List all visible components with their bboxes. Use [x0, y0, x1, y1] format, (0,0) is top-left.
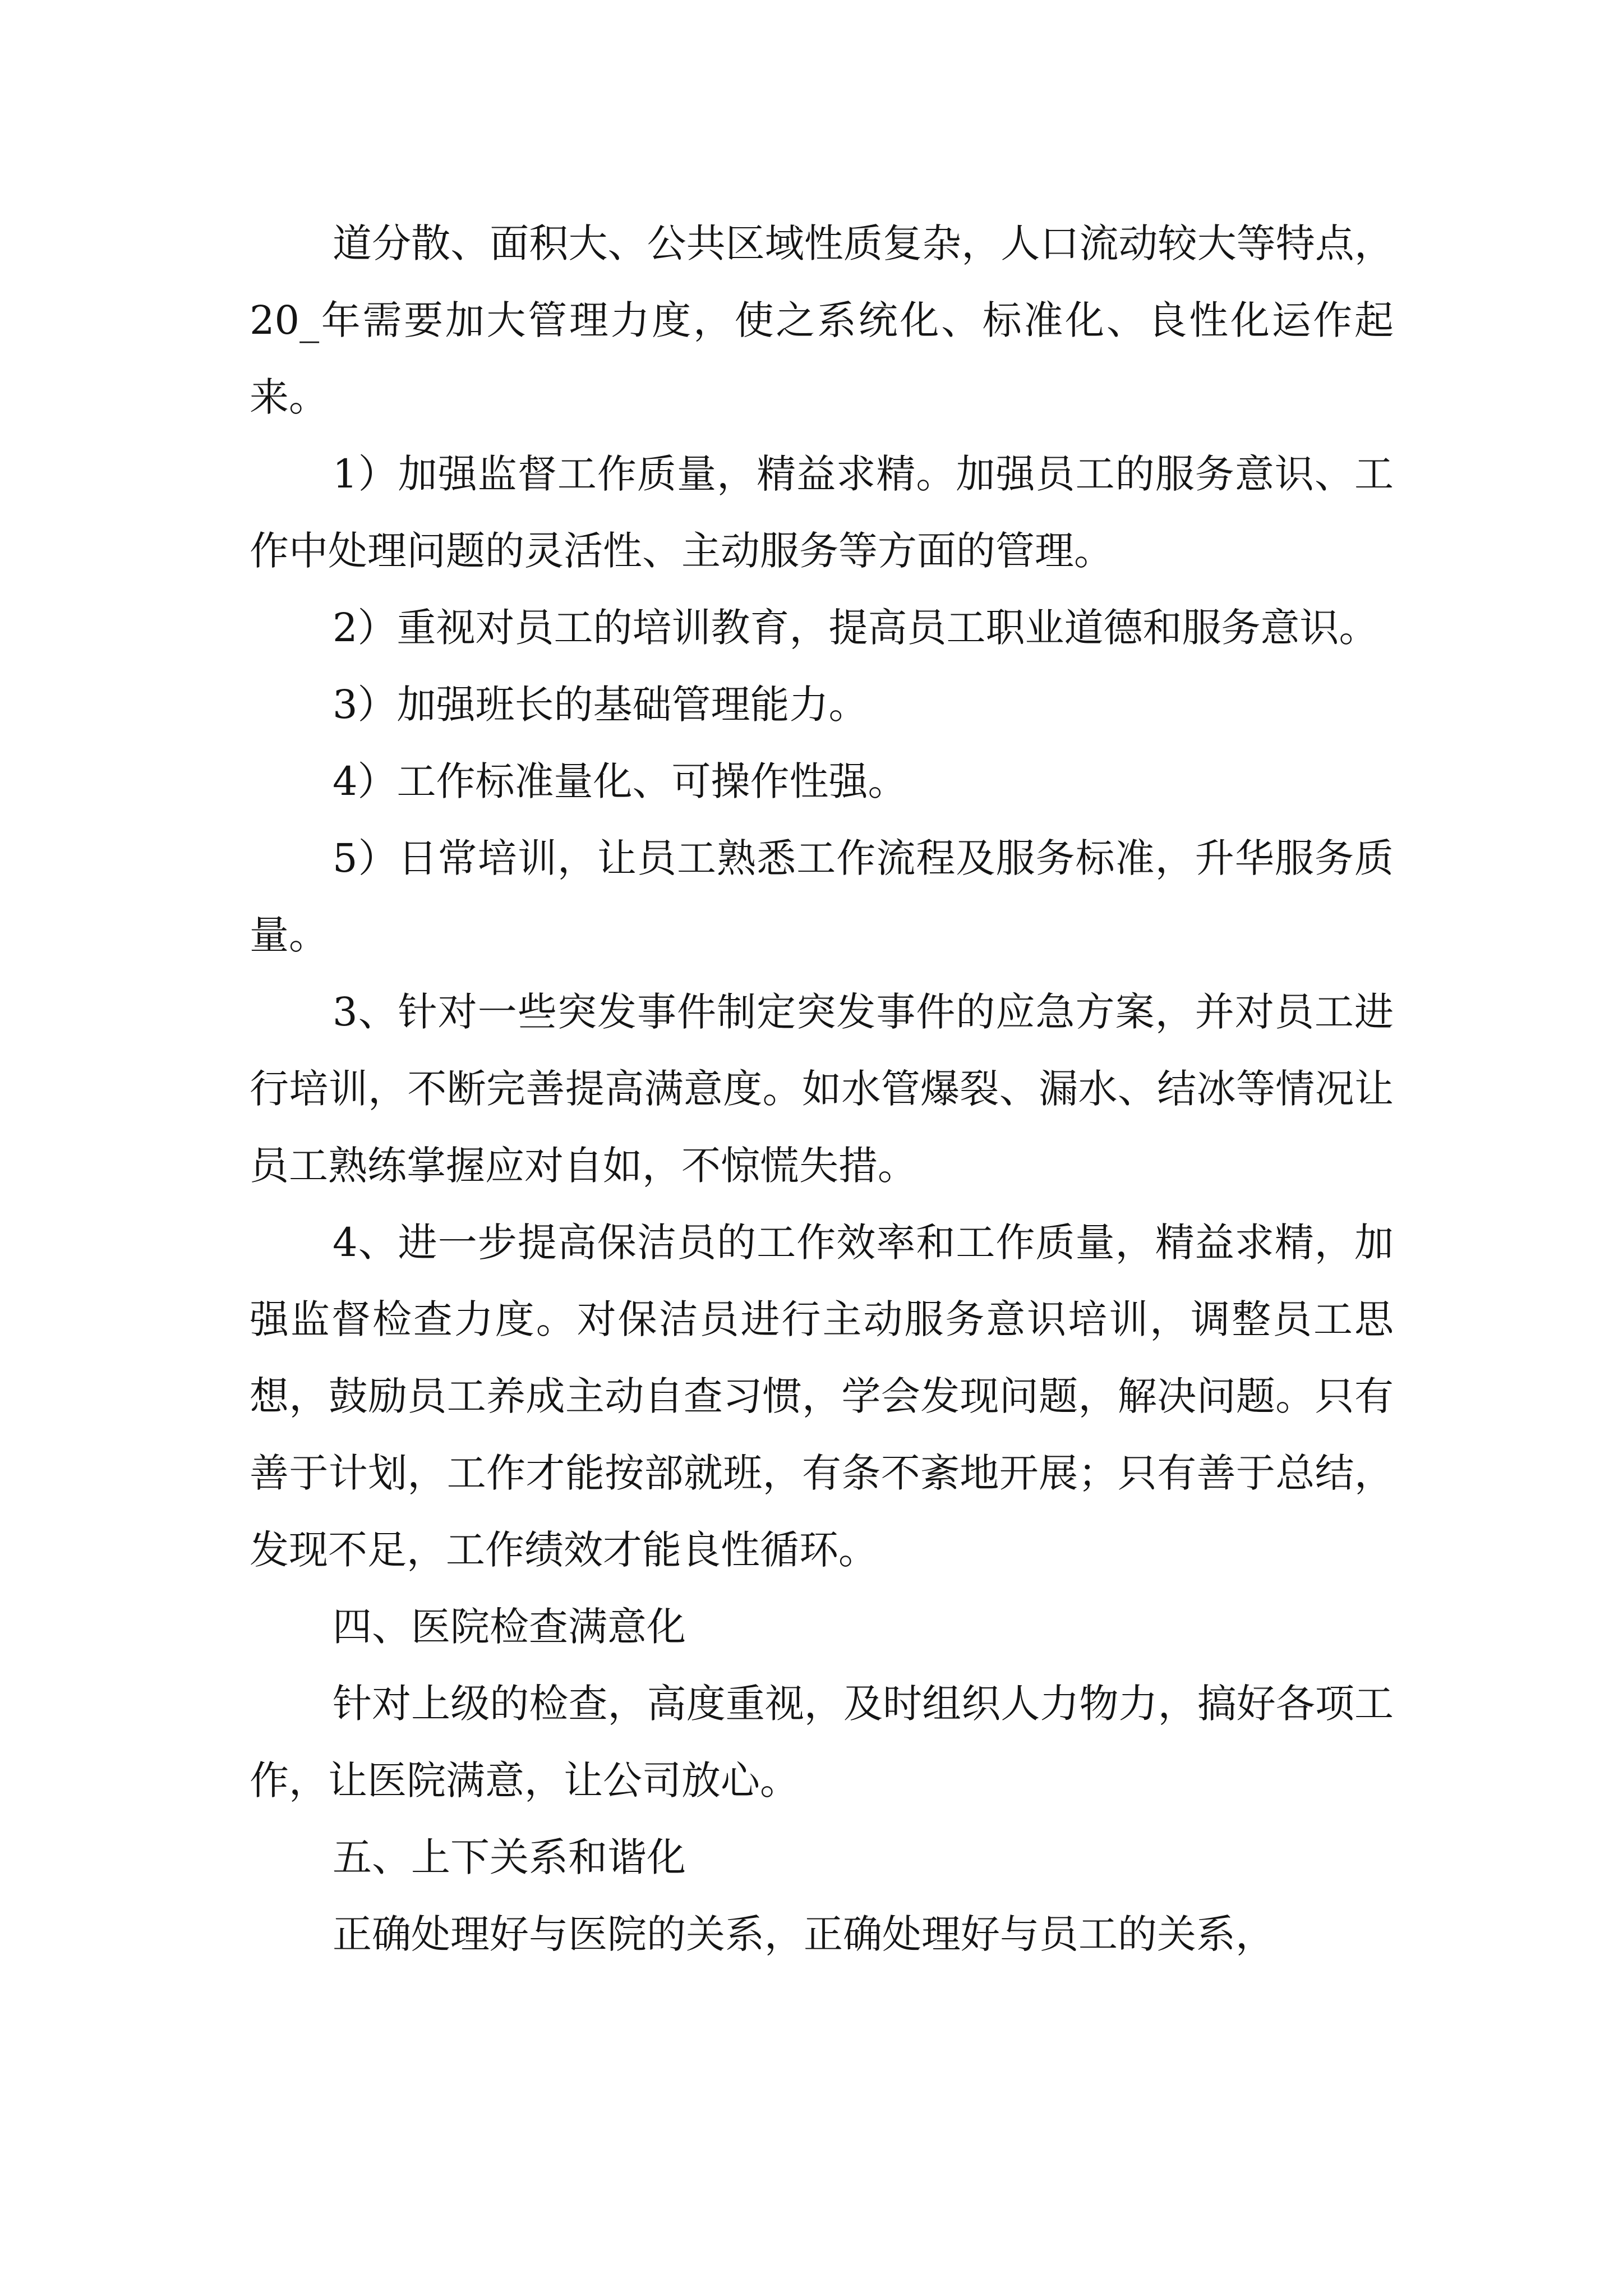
paragraph-item-3: 3）加强班长的基础管理能力。 — [333, 682, 868, 728]
document-body — [250, 205, 1394, 1973]
paragraph-item-2: 2）重视对员工的培训教育，提高员工职业道德和服务意识。 — [333, 605, 1378, 651]
paragraph-item-5: 5）日常培训，让员工熟悉工作流程及服务标准，升华服务质量。 — [250, 835, 1394, 958]
paragraph-hospital-inspection: 针对上级的检查，高度重视，及时组织人力物力，搞好各项工作，让医院满意，让公司放心。 — [250, 1681, 1394, 1803]
paragraph-section-4: 4、进一步提高保洁员的工作效率和工作质量，精益求精，加强监督检查力度。对保洁员进行主动服务意识培训，调整员工思想，鼓励员工养成主动自查习惯，学会发现问题，解决问题。只有善于计划，工作才能按部就班，有条不紊地开展；只有善于总结，发现不足，工作绩效才能良性循环。 — [250, 1220, 1394, 1573]
paragraph-item-4: 4）工作标准量化、可操作性强。 — [333, 758, 907, 804]
paragraph-continuation: 道分散、面积大、公共区域性质复杂，人口流动较大等特点，20_年需要加大管理力度，使之系统化、标准化、良性化运作起来。 — [250, 220, 1394, 420]
paragraph-relations: 正确处理好与医院的关系，正确处理好与员工的关系， — [333, 1911, 1275, 1957]
heading-section-five: 五、上下关系和谐化 — [333, 1834, 686, 1880]
heading-section-four: 四、医院检查满意化 — [333, 1604, 686, 1650]
paragraph-item-1: 1）加强监督工作质量，精益求精。加强员工的服务意识、工作中处理问题的灵活性、主动服务等方面的管理。 — [250, 451, 1394, 574]
paragraph-section-3: 3、针对一些突发事件制定突发事件的应急方案，并对员工进行培训，不断完善提高满意度。如水管爆裂、漏水、结冰等情况让员工熟练掌握应对自如，不惊慌失措。 — [250, 989, 1394, 1189]
